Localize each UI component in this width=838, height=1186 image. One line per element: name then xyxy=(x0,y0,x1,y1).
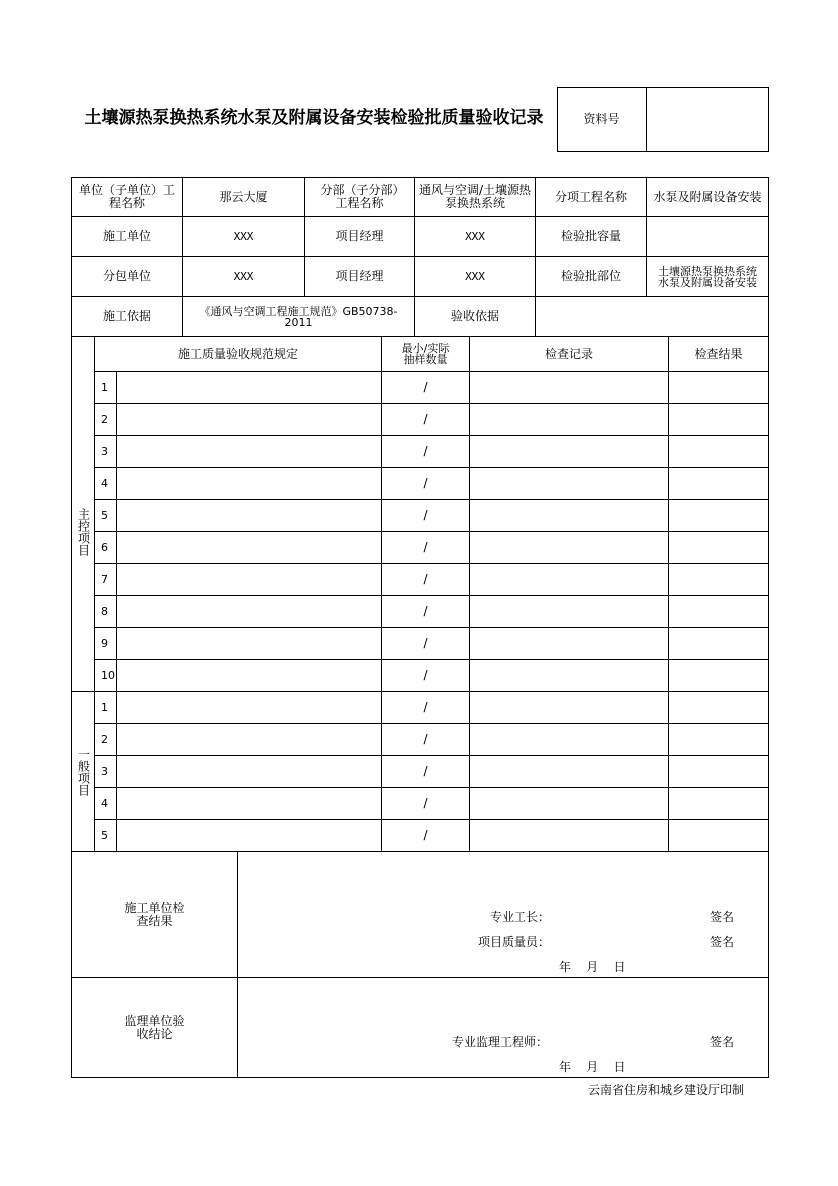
record-cell[interactable] xyxy=(470,404,668,435)
row-number: 9 xyxy=(101,637,108,650)
record-cell[interactable] xyxy=(470,756,668,787)
col-record: 检查记录 xyxy=(544,346,593,361)
row-number: 2 xyxy=(101,733,108,746)
contractor-check-label: 施工单位检查结果 xyxy=(124,900,185,928)
basis-value: 《通风与空调工程施工规范》GB50738-2011 xyxy=(199,304,398,329)
sample-cell[interactable]: / xyxy=(423,700,428,714)
result-cell[interactable] xyxy=(669,692,768,723)
acceptance-basis-value[interactable] xyxy=(536,297,768,336)
result-cell[interactable] xyxy=(669,468,768,499)
sample-cell[interactable]: / xyxy=(423,636,428,650)
sample-cell[interactable]: / xyxy=(423,668,428,682)
record-cell[interactable] xyxy=(470,468,668,499)
record-cell[interactable] xyxy=(470,372,668,403)
location-label: 检验批部位 xyxy=(560,269,621,283)
sample-cell[interactable]: / xyxy=(423,796,428,810)
engineer-label: 专业监理工程师： xyxy=(452,1035,549,1049)
sample-cell[interactable]: / xyxy=(423,604,428,618)
result-cell[interactable] xyxy=(669,628,768,659)
result-cell[interactable] xyxy=(669,820,768,851)
record-no-value[interactable] xyxy=(647,87,768,151)
result-cell[interactable] xyxy=(669,724,768,755)
location-value: 土壤源热泵换热系统水泵及附属设备安装 xyxy=(658,264,757,289)
row-number: 7 xyxy=(101,573,108,586)
record-cell[interactable] xyxy=(470,628,668,659)
subitem-value: 水泵及附属设备安装 xyxy=(653,189,762,204)
main-control-label: 主控项目 xyxy=(76,507,91,556)
result-cell[interactable] xyxy=(669,788,768,819)
sample-cell[interactable]: / xyxy=(423,380,428,394)
spec-cell[interactable] xyxy=(117,756,381,787)
result-cell[interactable] xyxy=(669,660,768,691)
spec-cell[interactable] xyxy=(117,660,381,691)
spec-cell[interactable] xyxy=(117,404,381,435)
spec-cell[interactable] xyxy=(117,820,381,851)
capacity-value[interactable] xyxy=(647,217,768,256)
result-cell[interactable] xyxy=(669,404,768,435)
pm2-value: XXX xyxy=(465,270,485,283)
row-number: 3 xyxy=(101,765,108,778)
record-cell[interactable] xyxy=(470,820,668,851)
sample-cell[interactable]: / xyxy=(423,444,428,458)
acceptance-basis-label: 验收依据 xyxy=(450,309,499,323)
sample-cell[interactable]: / xyxy=(423,764,428,778)
record-cell[interactable] xyxy=(470,660,668,691)
row-number: 10 xyxy=(101,669,115,682)
contractor-label: 施工单位 xyxy=(102,229,151,243)
supervisor-date: 年 月 日 xyxy=(559,1060,626,1074)
row-number: 6 xyxy=(101,541,108,554)
row-number: 1 xyxy=(101,381,108,394)
spec-cell[interactable] xyxy=(117,372,381,403)
unit-label: 单位（子单位）工程名称 xyxy=(78,183,175,210)
pm2-label: 项目经理 xyxy=(335,269,384,283)
col-result: 检查结果 xyxy=(694,346,743,361)
division-value: 通风与空调/土壤源热泵换热系统 xyxy=(418,183,532,210)
result-cell[interactable] xyxy=(669,372,768,403)
pm-value: XXX xyxy=(465,230,485,243)
spec-cell[interactable] xyxy=(117,500,381,531)
engineer-sign[interactable]: 签名 xyxy=(710,1035,735,1049)
row-number: 3 xyxy=(101,445,108,458)
result-cell[interactable] xyxy=(669,500,768,531)
spec-cell[interactable] xyxy=(117,436,381,467)
record-no-label: 资料号 xyxy=(583,111,620,126)
footer-printer: 云南省住房和城乡建设厅印制 xyxy=(588,1083,745,1097)
spec-cell[interactable] xyxy=(117,788,381,819)
row-number: 5 xyxy=(101,509,108,522)
spec-cell[interactable] xyxy=(117,692,381,723)
spec-cell[interactable] xyxy=(117,532,381,563)
sample-cell[interactable]: / xyxy=(423,476,428,490)
qc-label: 项目质量员： xyxy=(478,935,551,949)
row-number: 4 xyxy=(101,477,108,490)
subitem-label: 分项工程名称 xyxy=(554,189,627,204)
result-cell[interactable] xyxy=(669,564,768,595)
row-number: 4 xyxy=(101,797,108,810)
sample-cell[interactable]: / xyxy=(423,732,428,746)
row-number: 1 xyxy=(101,701,108,714)
subcontractor-value: XXX xyxy=(233,270,254,283)
record-cell[interactable] xyxy=(470,500,668,531)
spec-cell[interactable] xyxy=(117,628,381,659)
supervisor-check-label: 监理单位验收结论 xyxy=(124,1013,185,1041)
spec-cell[interactable] xyxy=(117,596,381,627)
col-sample: 最小/实际抽样数量 xyxy=(401,342,450,366)
record-cell[interactable] xyxy=(470,436,668,467)
capacity-label: 检验批容量 xyxy=(560,229,621,243)
record-cell[interactable] xyxy=(470,532,668,563)
col-spec: 施工质量验收规范规定 xyxy=(177,346,298,361)
sample-cell[interactable]: / xyxy=(423,540,428,554)
record-cell[interactable] xyxy=(470,724,668,755)
pm-label: 项目经理 xyxy=(335,229,384,243)
row-number: 2 xyxy=(101,413,108,426)
sample-cell[interactable]: / xyxy=(423,572,428,586)
record-cell[interactable] xyxy=(470,564,668,595)
basis-label: 施工依据 xyxy=(102,309,151,323)
subcontractor-label: 分包单位 xyxy=(102,269,151,283)
spec-cell[interactable] xyxy=(117,564,381,595)
result-cell[interactable] xyxy=(669,756,768,787)
result-cell[interactable] xyxy=(669,532,768,563)
result-cell[interactable] xyxy=(669,596,768,627)
spec-cell[interactable] xyxy=(117,724,381,755)
foreman-sign[interactable]: 签名 xyxy=(710,910,735,924)
foreman-label: 专业工长： xyxy=(490,910,551,924)
spec-cell[interactable] xyxy=(117,468,381,499)
division-label: 分部（子分部）工程名称 xyxy=(320,183,399,210)
contractor-value: XXX xyxy=(233,230,254,243)
general-label: 一般项目 xyxy=(76,747,91,796)
sample-cell[interactable]: / xyxy=(423,508,428,522)
qc-sign[interactable]: 签名 xyxy=(710,935,735,949)
row-number: 8 xyxy=(101,605,108,618)
result-cell[interactable] xyxy=(669,436,768,467)
contractor-date: 年 月 日 xyxy=(559,960,626,974)
record-cell[interactable] xyxy=(470,788,668,819)
unit-value: 那云大厦 xyxy=(219,189,268,204)
record-cell[interactable] xyxy=(470,596,668,627)
row-number: 5 xyxy=(101,829,108,842)
record-cell[interactable] xyxy=(470,692,668,723)
sample-cell[interactable]: / xyxy=(423,828,428,842)
form-title: 土壤源热泵换热系统水泵及附属设备安装检验批质量验收记录 xyxy=(84,108,544,128)
sample-cell[interactable]: / xyxy=(423,412,428,426)
